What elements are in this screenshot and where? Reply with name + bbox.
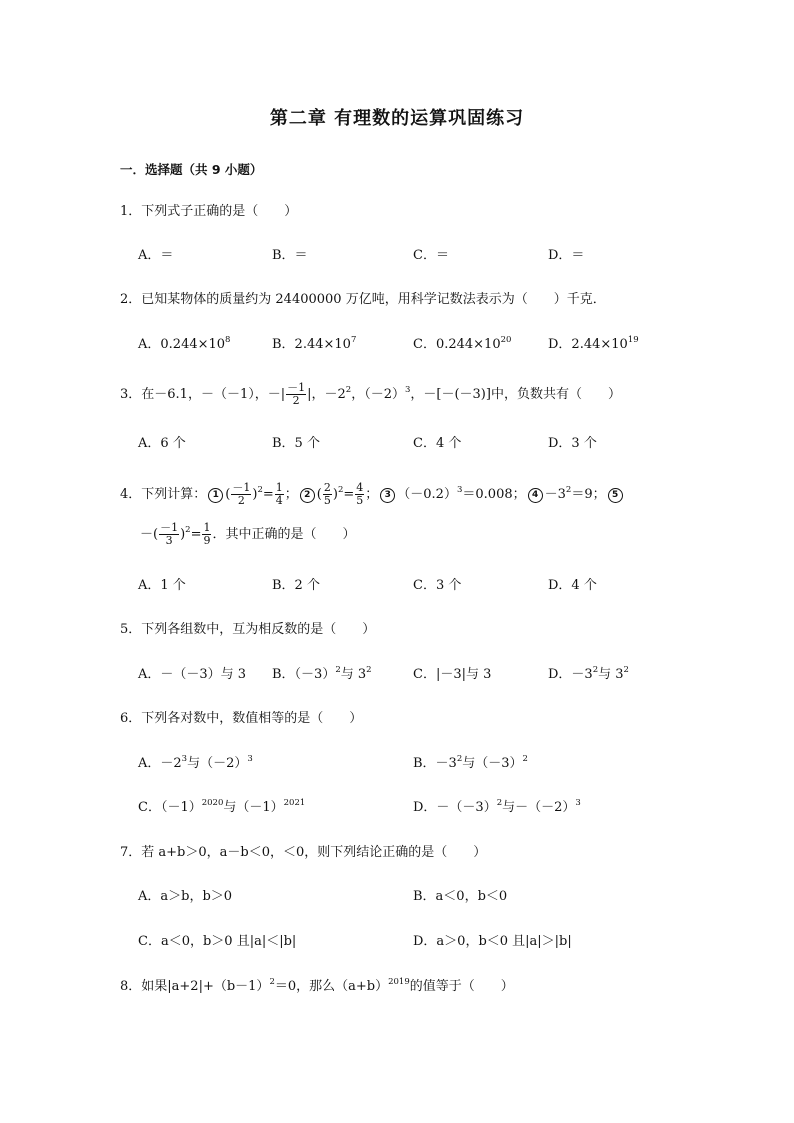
question-7-option-b: B．a＜0，b＜0 (413, 889, 508, 904)
question-7-stem: 7．若 a+b＞0，a－b＜0，＜0，则下列结论正确的是（ ） (120, 845, 487, 860)
question-2-option-d: D．$2.44\times 10^{19}$ (548, 335, 639, 352)
question-6-option-a: A．$-2^3$与$(-2)^3$ (138, 754, 253, 771)
question-4-option-a: A．1 个 (138, 578, 186, 593)
page-title: 第二章 有理数的运算巩固练习 (269, 108, 525, 129)
question-2-stem: 2．已知某物体的质量约为 24400000 万亿吨，用科学记数法表示为（ ）千克． (120, 292, 606, 307)
question-5-option-d: D．$-3^2$与 $3^2$ (548, 665, 629, 682)
question-3-option-d: D．3 个 (548, 436, 597, 451)
question-2-option-c: C．$0.244\times 10^{20}$ (413, 335, 512, 352)
circled-1-icon: 1 (208, 488, 223, 503)
circled-3-icon: 3 (380, 488, 395, 503)
question-2-option-b: B．$2.44\times 10^7$ (272, 335, 357, 352)
question-4-line-2: －( $\frac{-1}{3}$ )$^2$= $\frac{1}{9}$ ．其中正确的是（ ） (140, 521, 356, 547)
question-3-stem: 3．在－6.1，－（－1），－| $\frac{-1}{2}$ |，$-2^2$，$(-2)^3$，－[－(－3)]中，负数共有（ ） (120, 381, 621, 407)
question-1-option-c: C．＝ (413, 248, 449, 263)
question-1-stem: 1．下列式子正确的是（ ） (120, 204, 298, 219)
question-2-option-a: A．$0.244\times 10^8$ (138, 335, 231, 352)
question-7-option-a: A．a＞b，b＞0 (138, 889, 233, 904)
question-5-option-b: B．$(-3)^2$与 $3^2$ (272, 665, 372, 682)
question-6-stem: 6．下列各对数中，数值相等的是（ ） (120, 711, 363, 726)
question-4-option-b: B．2 个 (272, 578, 320, 593)
question-4-option-d: D．4 个 (548, 578, 597, 593)
question-4-option-c: C．3 个 (413, 578, 462, 593)
question-1-option-d: D．＝ (548, 248, 585, 263)
question-5-stem: 5．下列各组数中，互为相反数的是（ ） (120, 622, 376, 637)
question-7-option-c: C．a＜0，b＞0 且|a|＜|b| (138, 934, 297, 949)
section-heading: 一．选择题（共 9 小题） (120, 162, 263, 177)
question-6-option-b: B．$-3^2$与$(-3)^2$ (413, 754, 528, 771)
question-7-option-d: D．a＞0，b＜0 且|a|＞|b| (413, 934, 572, 949)
question-1-option-b: B．＝ (272, 248, 308, 263)
question-1-option-a: A．＝ (138, 248, 174, 263)
circled-5-icon: 5 (608, 488, 623, 503)
question-5-option-c: C．|－3|与 3 (413, 667, 492, 682)
question-5-option-a: A．－（－3）与 3 (138, 667, 247, 682)
circled-4-icon: 4 (528, 488, 543, 503)
question-6-option-d: D．$-(-3)^2$与$-(-2)^3$ (413, 798, 581, 815)
question-3-option-c: C．4 个 (413, 436, 462, 451)
question-8-stem: 8．如果$|a+2|+(b-1)^2=0$，那么$(a+b)^{2019}$的值等于（ ） (120, 977, 514, 994)
question-6-option-c: C．$(-1)^{2020}$与$(-1)^{2021}$ (138, 798, 306, 815)
circled-2-icon: 2 (300, 488, 315, 503)
question-3-option-a: A．6 个 (138, 436, 186, 451)
question-4-line-1: 4．下列计算： 1 ( $\frac{-1}{2}$ )$^2$= $\frac{1}{4}$ ； 2 ( $\frac{2}{5}$ )$^2$= $\frac{4}{5}$ ； 3 $(-0.2)^3=0.008$； $4 -3^2=9$； 5 (120, 482, 625, 507)
question-3-option-b: B．5 个 (272, 436, 320, 451)
fraction-neg-half: $\frac{-1}{2}$ (287, 381, 306, 407)
